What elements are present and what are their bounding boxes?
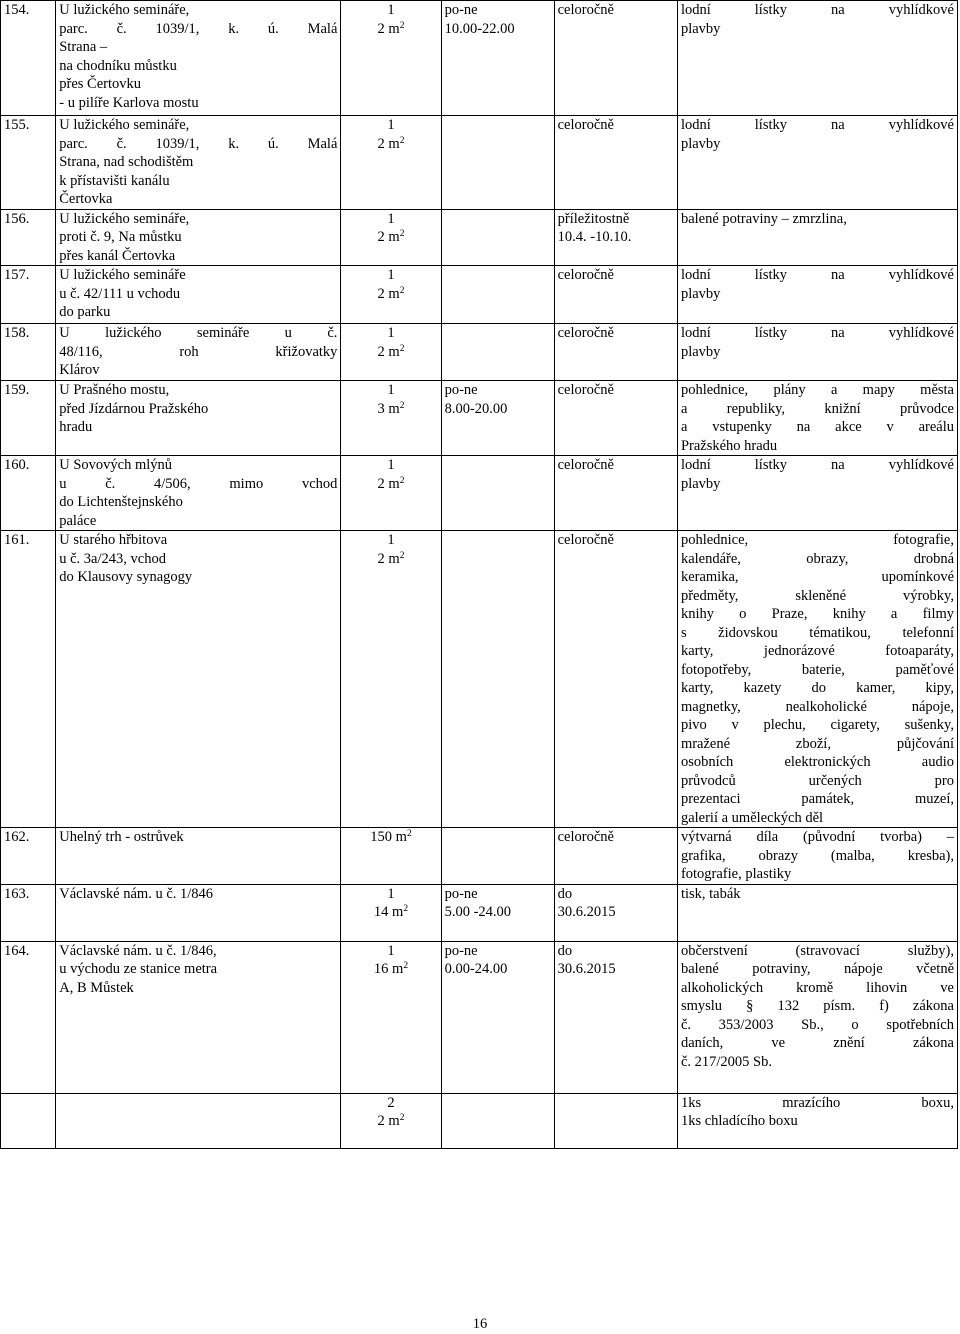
period-cell <box>554 828 677 885</box>
goods-line: galerií a uměleckých děl <box>680 809 824 826</box>
days-text: po-ne <box>444 885 478 902</box>
goods-line: osobních elektronických audio <box>680 754 954 770</box>
goods-line: a vstupenky na akce v areálu <box>680 419 954 435</box>
address-line: U lužického semináře, <box>59 2 190 18</box>
goods-cell <box>677 381 957 456</box>
address-cell <box>56 456 341 531</box>
address-line: U Prašného mostu, <box>59 382 170 398</box>
row-number: 161. <box>4 532 30 548</box>
goods-cell <box>677 116 957 210</box>
row-number-cell <box>1 884 56 941</box>
address-line: U Sovových mlýnů <box>59 457 173 473</box>
hours-cell <box>441 456 554 531</box>
address-line: Václavské nám. u č. 1/846 <box>59 885 214 902</box>
goods-line: prezentaci památek, muzeí, <box>680 791 954 807</box>
period-cell <box>554 1 677 116</box>
goods-line: fotopotřeby, baterie, paměťové <box>680 661 954 678</box>
period-cell <box>554 209 677 266</box>
goods-line: pivo v plechu, cigarety, sušenky, <box>680 717 954 733</box>
goods-line: 1ks mrazícího boxu, <box>680 1094 954 1111</box>
area-exponent: 2 <box>399 20 405 31</box>
goods-line: tisk, tabák <box>680 885 741 902</box>
hours-cell <box>441 884 554 941</box>
goods-line: Pražského hradu <box>680 437 778 454</box>
address-line: Čertovka <box>59 191 113 207</box>
table-row <box>1 941 958 1093</box>
address-line: U lužického semináře <box>59 267 186 283</box>
goods-line: výtvarná díla (původní tvorba) – <box>680 829 954 845</box>
address-line: u č. 4/506, mimo vchod <box>59 475 338 492</box>
row-number-cell <box>1 381 56 456</box>
area-exponent: 2 <box>399 400 405 411</box>
table-row <box>1 381 958 456</box>
address-line: proti č. 9, Na můstku <box>59 229 182 245</box>
unit-count: 1 <box>387 267 395 283</box>
hours-text: 10.00-22.00 <box>444 20 515 37</box>
address-line: parc. č. 1039/1, k. ú. Malá <box>59 20 338 37</box>
goods-line: magnetky, nealkoholické nápoje, <box>680 698 954 715</box>
area-value <box>344 550 437 569</box>
address-line: U lužického semináře u č. <box>59 325 338 341</box>
address-cell <box>56 531 341 828</box>
unit-count: 1 <box>387 532 395 548</box>
address-cell <box>56 884 341 941</box>
address-line: paláce <box>59 512 97 529</box>
address-line: přes Čertovku <box>59 76 141 92</box>
goods-line: smyslu § 132 písm. f) zákona <box>680 998 954 1014</box>
table-row <box>1 456 958 531</box>
goods-line: předměty, skleněné výrobky, <box>680 587 954 604</box>
address-line: do parku <box>59 304 111 320</box>
area-cell <box>341 828 441 885</box>
area-cell <box>341 209 441 266</box>
row-number: 160. <box>4 457 30 473</box>
area-text: 2 m <box>377 343 400 360</box>
address-line: na chodníku můstku <box>59 57 177 74</box>
period-cell <box>554 1093 677 1148</box>
goods-line: s židovskou tématikou, telefonní <box>680 624 954 641</box>
address-line: Václavské nám. u č. 1/846, <box>59 942 217 959</box>
unit-count: 1 <box>387 457 395 473</box>
area-cell <box>341 941 441 1093</box>
area-text: 2 m <box>377 550 400 567</box>
goods-line: balené potraviny, nápoje včetně <box>680 961 954 977</box>
period-cell <box>554 324 677 381</box>
period-line: celoročně <box>557 267 614 283</box>
area-value <box>344 903 437 922</box>
row-number-cell <box>1 941 56 1093</box>
period-line: celoročně <box>557 532 614 548</box>
hours-cell <box>441 324 554 381</box>
address-cell <box>56 828 341 885</box>
row-number-cell <box>1 324 56 381</box>
period-line: 30.6.2015 <box>557 904 616 920</box>
area-value <box>344 135 437 154</box>
table-row <box>1 324 958 381</box>
period-cell <box>554 456 677 531</box>
period-cell <box>554 266 677 324</box>
hours-text: 0.00-24.00 <box>444 961 508 977</box>
area-value <box>344 828 437 847</box>
goods-line: kalendáře, obrazy, drobná <box>680 550 954 567</box>
hours-cell <box>441 381 554 456</box>
goods-line: lodní lístky na vyhlídkové <box>680 117 954 133</box>
goods-line: lodní lístky na vyhlídkové <box>680 267 954 283</box>
hours-cell <box>441 941 554 1093</box>
period-line: celoročně <box>557 829 614 845</box>
area-text: 150 m <box>370 829 407 845</box>
address-line: U starého hřbitova <box>59 532 168 548</box>
goods-line: plavby <box>680 343 721 360</box>
goods-line: č. 217/2005 Sb. <box>680 1053 772 1070</box>
goods-cell <box>677 1 957 116</box>
unit-count: 1 <box>387 382 395 398</box>
goods-cell <box>677 531 957 828</box>
goods-line: karty, jednorázové fotoaparáty, <box>680 643 954 659</box>
period-line: celoročně <box>557 382 614 398</box>
period-line: do <box>557 942 573 959</box>
table-row <box>1 828 958 885</box>
goods-line: pohlednice, plány a mapy města <box>680 382 954 398</box>
hours-cell <box>441 266 554 324</box>
address-line: U lužického semináře, <box>59 210 190 227</box>
goods-cell <box>677 884 957 941</box>
days-text: po-ne <box>444 382 478 398</box>
area-exponent: 2 <box>399 229 405 239</box>
area-text: 2 m <box>377 20 400 37</box>
goods-line: knihy o Praze, knihy a filmy <box>680 606 954 622</box>
address-cell <box>56 1 341 116</box>
unit-count: 1 <box>387 210 395 227</box>
table-row <box>1 209 958 266</box>
area-text: 16 m <box>373 961 404 977</box>
goods-line: fotografie, plastiky <box>680 866 792 882</box>
row-number: 159. <box>4 382 30 398</box>
area-text: 3 m <box>377 400 400 417</box>
row-number-cell <box>1 116 56 210</box>
area-cell <box>341 1093 441 1148</box>
goods-line: občerstvení (stravovací služby), <box>680 942 954 959</box>
goods-line: daních, ve znění zákona <box>680 1035 954 1051</box>
address-cell <box>56 324 341 381</box>
table-row <box>1 531 958 828</box>
area-value <box>344 343 437 362</box>
period-line: celoročně <box>557 2 614 18</box>
row-number-cell <box>1 1 56 116</box>
unit-count: 1 <box>387 117 395 133</box>
address-line: 48/116, roh křižovatky <box>59 343 338 360</box>
hours-cell <box>441 1093 554 1148</box>
period-cell <box>554 531 677 828</box>
goods-line: pohlednice, fotografie, <box>680 532 954 548</box>
address-line: hradu <box>59 419 93 435</box>
area-value <box>344 960 437 979</box>
row-number-cell <box>1 531 56 828</box>
area-text: 2 m <box>377 229 400 245</box>
address-line: do Klausovy synagogy <box>59 569 193 585</box>
area-value <box>344 1112 437 1131</box>
area-cell <box>341 456 441 531</box>
address-line: k přístavišti kanálu <box>59 172 170 189</box>
area-exponent: 2 <box>399 343 405 354</box>
goods-line: plavby <box>680 475 721 492</box>
hours-cell <box>441 209 554 266</box>
row-number-cell <box>1 1093 56 1148</box>
goods-cell <box>677 209 957 266</box>
goods-line: plavby <box>680 20 721 37</box>
address-line: U lužického semináře, <box>59 117 190 133</box>
goods-line: alkoholických kromě lihovin ve <box>680 979 954 996</box>
goods-cell <box>677 1093 957 1148</box>
area-value <box>344 20 437 39</box>
period-line: celoročně <box>557 325 614 341</box>
area-exponent: 2 <box>403 904 409 914</box>
table-row <box>1 1093 958 1148</box>
period-line: celoročně <box>557 117 614 133</box>
period-line: 10.4. -10.10. <box>557 229 632 245</box>
area-exponent: 2 <box>406 829 412 839</box>
area-cell <box>341 324 441 381</box>
hours-text: 8.00-20.00 <box>444 400 508 417</box>
address-line: u č. 42/111 u vchodu <box>59 285 181 302</box>
goods-line: balené potraviny – zmrzlina, <box>680 210 847 227</box>
goods-line: plavby <box>680 285 721 302</box>
goods-cell <box>677 266 957 324</box>
address-line: u č. 3a/243, vchod <box>59 550 166 567</box>
goods-line: průvodců určených pro <box>680 772 954 789</box>
row-number-cell <box>1 828 56 885</box>
hours-cell <box>441 828 554 885</box>
address-line: Strana – <box>59 39 108 55</box>
address-cell <box>56 941 341 1093</box>
row-number-cell <box>1 266 56 324</box>
period-line: příležitostně <box>557 210 630 227</box>
hours-cell <box>441 531 554 828</box>
row-number-cell <box>1 209 56 266</box>
period-line: do <box>557 885 573 902</box>
period-line: celoročně <box>557 457 614 473</box>
goods-cell <box>677 941 957 1093</box>
goods-line: plavby <box>680 135 721 152</box>
row-number: 158. <box>4 325 30 341</box>
area-value <box>344 475 437 494</box>
address-cell <box>56 266 341 324</box>
page-number: 16 <box>472 1316 488 1332</box>
hours-cell <box>441 116 554 210</box>
goods-line: lodní lístky na vyhlídkové <box>680 457 954 473</box>
area-text: 14 m <box>373 904 404 920</box>
period-line: 30.6.2015 <box>557 961 616 977</box>
address-line: Klárov <box>59 362 100 378</box>
period-cell <box>554 884 677 941</box>
area-exponent: 2 <box>399 135 405 146</box>
unit-count: 1 <box>387 2 395 18</box>
hours-cell <box>441 1 554 116</box>
row-number: 162. <box>4 829 30 845</box>
address-line: - u pilíře Karlova mostu <box>59 94 199 111</box>
goods-line: a republiky, knižní průvodce <box>680 400 954 417</box>
days-text: po-ne <box>444 2 478 18</box>
address-cell <box>56 381 341 456</box>
area-text: 2 m <box>377 475 400 492</box>
address-line: Uhelný trh - ostrůvek <box>59 829 184 845</box>
address-cell <box>56 209 341 266</box>
area-value <box>344 228 437 247</box>
address-line: Strana, nad schodištěm <box>59 154 194 170</box>
area-cell <box>341 266 441 324</box>
address-line: do Lichtenštejnského <box>59 494 183 510</box>
goods-line: lodní lístky na vyhlídkové <box>680 325 954 341</box>
goods-cell <box>677 828 957 885</box>
goods-line: lodní lístky na vyhlídkové <box>680 2 954 18</box>
goods-line: 1ks chladícího boxu <box>680 1113 798 1129</box>
goods-cell <box>677 456 957 531</box>
area-cell <box>341 381 441 456</box>
row-number: 154. <box>4 2 30 18</box>
goods-cell <box>677 324 957 381</box>
area-text: 2 m <box>377 285 400 302</box>
area-value <box>344 400 437 419</box>
address-cell <box>56 116 341 210</box>
row-number: 156. <box>4 210 30 227</box>
goods-line: č. 353/2003 Sb., o spotřebních <box>680 1016 954 1033</box>
address-line: parc. č. 1039/1, k. ú. Malá <box>59 135 338 152</box>
address-line: před Jízdárnou Pražského <box>59 400 209 417</box>
goods-line: karty, kazety do kamer, kipy, <box>680 680 954 696</box>
unit-count: 1 <box>387 942 395 959</box>
goods-line: keramika, upomínkové <box>680 569 954 585</box>
area-cell <box>341 531 441 828</box>
area-value <box>344 285 437 304</box>
area-text: 2 m <box>377 135 400 152</box>
area-cell <box>341 884 441 941</box>
table-row <box>1 1 958 116</box>
table-row <box>1 116 958 210</box>
row-number: 157. <box>4 267 30 283</box>
row-number: 164. <box>4 942 30 959</box>
area-text: 2 m <box>377 1113 400 1129</box>
address-line: A, B Můstek <box>59 979 134 996</box>
row-number: 155. <box>4 117 30 133</box>
area-exponent: 2 <box>403 961 409 971</box>
area-cell <box>341 1 441 116</box>
goods-line: grafika, obrazy (malba, kresba), <box>680 847 954 864</box>
unit-count: 2 <box>387 1094 395 1111</box>
unit-count: 1 <box>387 325 395 341</box>
area-exponent: 2 <box>399 550 405 561</box>
unit-count: 1 <box>387 885 395 902</box>
row-number: 163. <box>4 885 30 902</box>
area-cell <box>341 116 441 210</box>
area-exponent: 2 <box>399 475 405 486</box>
period-cell <box>554 941 677 1093</box>
area-exponent: 2 <box>399 1113 405 1123</box>
table-row <box>1 884 958 941</box>
table-row <box>1 266 958 324</box>
goods-line: mražené zboží, půjčování <box>680 735 954 752</box>
days-text: po-ne <box>444 942 478 959</box>
address-line: u východu ze stanice metra <box>59 961 218 977</box>
area-exponent: 2 <box>399 285 405 296</box>
period-cell <box>554 116 677 210</box>
address-cell <box>56 1093 341 1148</box>
period-cell <box>554 381 677 456</box>
address-line: přes kanál Čertovka <box>59 247 176 264</box>
hours-text: 5.00 -24.00 <box>444 904 512 920</box>
row-number-cell <box>1 456 56 531</box>
